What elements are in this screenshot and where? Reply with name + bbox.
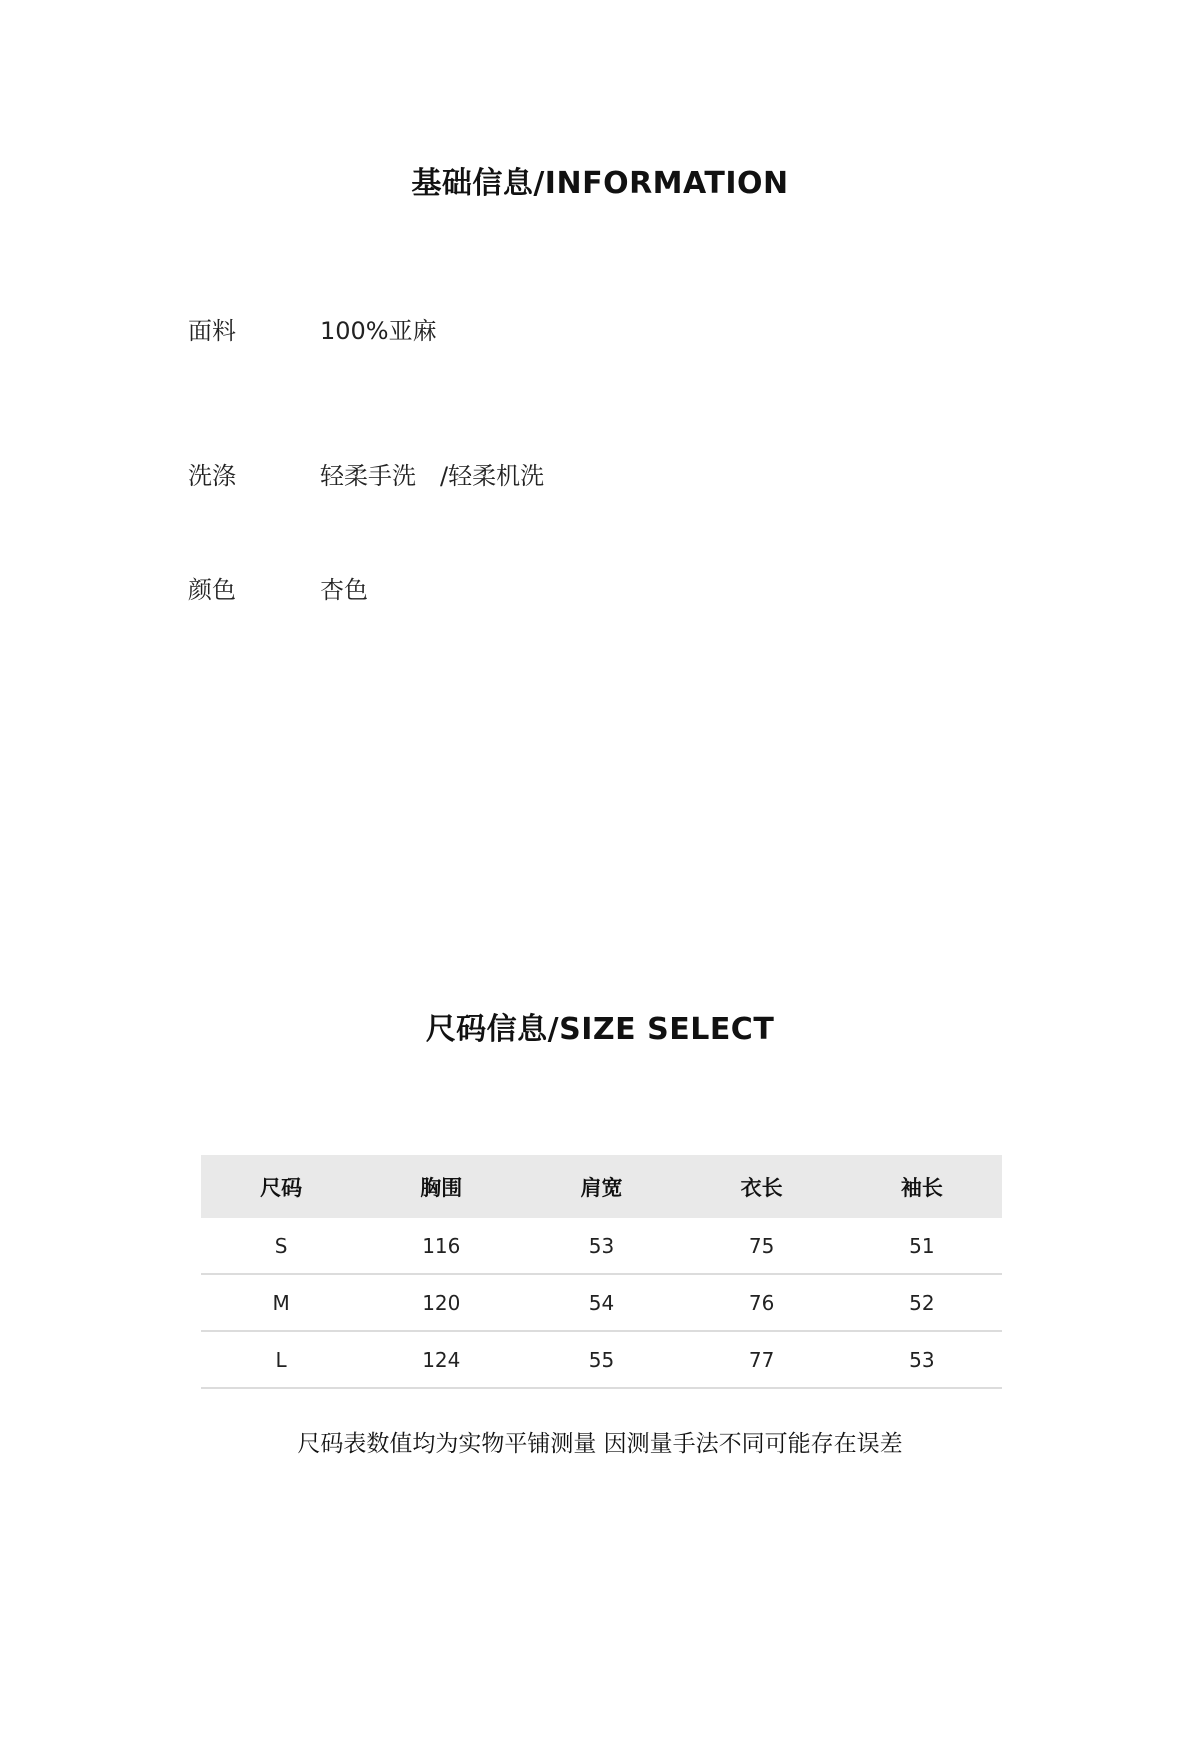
washing-label: 洗涤 xyxy=(188,462,236,490)
cell-size: M xyxy=(201,1274,361,1331)
cell-length: 76 xyxy=(682,1274,842,1331)
size-table xyxy=(201,1155,1002,1389)
washing-value: 轻柔手洗 /轻柔机洗 xyxy=(320,462,545,490)
cell-shoulder: 55 xyxy=(521,1331,681,1388)
header-length: 衣长 xyxy=(682,1155,842,1218)
cell-chest: 124 xyxy=(361,1331,521,1388)
cell-shoulder: 53 xyxy=(521,1218,681,1274)
header-size: 尺码 xyxy=(201,1155,361,1218)
cell-sleeve: 51 xyxy=(842,1218,1002,1274)
fabric-value: 100%亚麻 xyxy=(320,317,437,345)
cell-sleeve: 53 xyxy=(842,1331,1002,1388)
cell-shoulder: 54 xyxy=(521,1274,681,1331)
size-title: 尺码信息/SIZE SELECT xyxy=(425,1012,775,1047)
table-row xyxy=(201,1274,1002,1331)
cell-size: L xyxy=(201,1331,361,1388)
color-label: 颜色 xyxy=(188,576,236,604)
cell-length: 75 xyxy=(682,1218,842,1274)
cell-length: 77 xyxy=(682,1331,842,1388)
fabric-label: 面料 xyxy=(188,317,236,345)
cell-size: S xyxy=(201,1218,361,1274)
cell-chest: 120 xyxy=(361,1274,521,1331)
size-table-header-row xyxy=(201,1155,1002,1218)
information-title: 基础信息/INFORMATION xyxy=(411,166,789,201)
cell-chest: 116 xyxy=(361,1218,521,1274)
color-value: 杏色 xyxy=(320,576,368,604)
header-chest: 胸围 xyxy=(361,1155,521,1218)
header-sleeve: 袖长 xyxy=(842,1155,1002,1218)
table-row xyxy=(201,1218,1002,1274)
header-shoulder: 肩宽 xyxy=(521,1155,681,1218)
table-row xyxy=(201,1331,1002,1388)
cell-sleeve: 52 xyxy=(842,1274,1002,1331)
measurement-note: 尺码表数值均为实物平铺测量 因测量手法不同可能存在误差 xyxy=(297,1431,903,1457)
